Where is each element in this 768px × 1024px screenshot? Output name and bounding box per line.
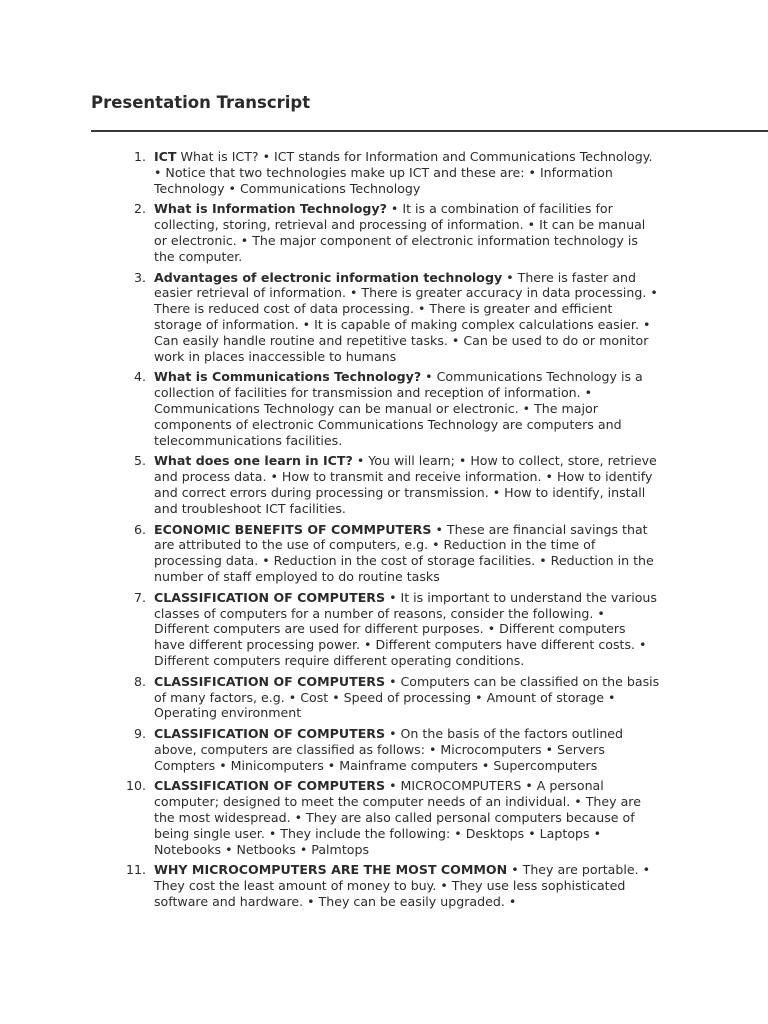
- item-number: 1.: [133, 149, 146, 164]
- item-number: 9.: [133, 726, 146, 742]
- item-body: • Computers can be classified on the basis of many factors, e.g. • Cost • Speed of processing • Amount of storage • Operating environment: [154, 673, 660, 721]
- transcript-list: [0, 149, 768, 915]
- transcript-item: [0, 862, 660, 909]
- item-number: 4.: [133, 369, 146, 385]
- page-title: Presentation Transcript: [91, 93, 311, 112]
- item-body: • There is faster and easier retrieval of information. • There is greater accuracy in data processing. • There is reduced cost of data processing. • There is greater and efficient storage of information. • It is capable of making complex calculations easier. • Can easily handle routine and repetitive tasks. • Can be used to do or monitor work in places inaccessible to humans: [154, 269, 658, 364]
- item-body: • It is a combination of facilities for collecting, storing, retrieval and processing of information. • It can be manual or electronic. • The major component of electronic information technology is the computer.: [154, 201, 646, 264]
- item-heading: What is Information Technology?: [154, 201, 387, 217]
- item-heading: ICT: [154, 149, 177, 164]
- item-heading: CLASSIFICATION OF COMPUTERS: [154, 589, 386, 605]
- transcript-item: [0, 726, 660, 773]
- item-heading: What is Communications Technology?: [154, 369, 422, 385]
- item-number: 11.: [125, 862, 146, 878]
- item-body: • Communications Technology is a collection of facilities for transmission and reception of information. • Communications Technology can be manual or electronic. • The major components of electronic Communications Technology are computers and telecommunications facilities.: [154, 369, 643, 448]
- title-divider: [91, 130, 768, 132]
- transcript-item: [0, 149, 660, 196]
- transcript-item: [0, 453, 660, 516]
- item-number: 6.: [133, 521, 146, 537]
- item-body: • On the basis of the factors outlined above, computers are classified as follows: • Microcomputers • Servers Compters • Minicomputers • Mainframe computers • Supercomputers: [154, 726, 624, 773]
- item-heading: CLASSIFICATION OF COMPUTERS: [154, 778, 386, 794]
- transcript-item: [0, 201, 660, 264]
- item-heading: WHY MICROCOMPUTERS ARE THE MOST COMMON: [154, 862, 508, 878]
- item-heading: ECONOMIC BENEFITS OF COMMPUTERS: [154, 521, 432, 537]
- transcript-item: [0, 270, 660, 365]
- item-body: • MICROCOMPUTERS • A personal computer; designed to meet the computer needs of an individual. • They are the most widespread. • They are also called personal computers because of being single user. • They include the following: • Desktops • Laptops • Notebooks • Netbooks • Palmtops: [154, 778, 641, 857]
- transcript-item: [0, 590, 660, 669]
- item-body: • These are financial savings that are attributed to the use of computers, e.g. • Reduction in the time of processing data. • Reduction in the cost of storage facilities. • Reduction in the number of staff employed to do routine tasks: [154, 521, 654, 584]
- transcript-item: [0, 522, 660, 585]
- item-number: 8.: [133, 673, 146, 689]
- item-body: • It is important to understand the various classes of computers for a number of reasons, consider the following. • Different computers are used for different purposes. • Different computers have different processing power. • Different computers have different costs. • Different computers require different operating conditions.: [154, 589, 657, 668]
- item-number: 10.: [125, 778, 146, 794]
- item-number: 7.: [133, 589, 146, 605]
- transcript-item: [0, 778, 660, 857]
- item-number: 5.: [133, 453, 146, 469]
- transcript-item: [0, 369, 660, 448]
- item-heading: CLASSIFICATION OF COMPUTERS: [154, 726, 386, 742]
- item-body: • You will learn; • How to collect, store, retrieve and process data. • How to transmit and receive information. • How to identify and correct errors during processing or transmission. • How to identify, install and troubleshoot ICT facilities.: [154, 453, 657, 516]
- item-number: 3.: [133, 269, 146, 285]
- transcript-item: [0, 674, 660, 721]
- item-heading: Advantages of electronic information technology: [154, 269, 503, 285]
- item-heading: What does one learn in ICT?: [154, 453, 353, 469]
- item-body: What is ICT? • ICT stands for Information and Communications Technology. • Notice that two technologies make up ICT and these are: • Information Technology • Communications Technology: [154, 149, 653, 196]
- item-heading: CLASSIFICATION OF COMPUTERS: [154, 673, 386, 689]
- item-number: 2.: [133, 201, 146, 217]
- item-body: • They are portable. • They cost the least amount of money to buy. • They use less sophisticated software and hardware. • They can be easily upgraded. •: [154, 862, 651, 910]
